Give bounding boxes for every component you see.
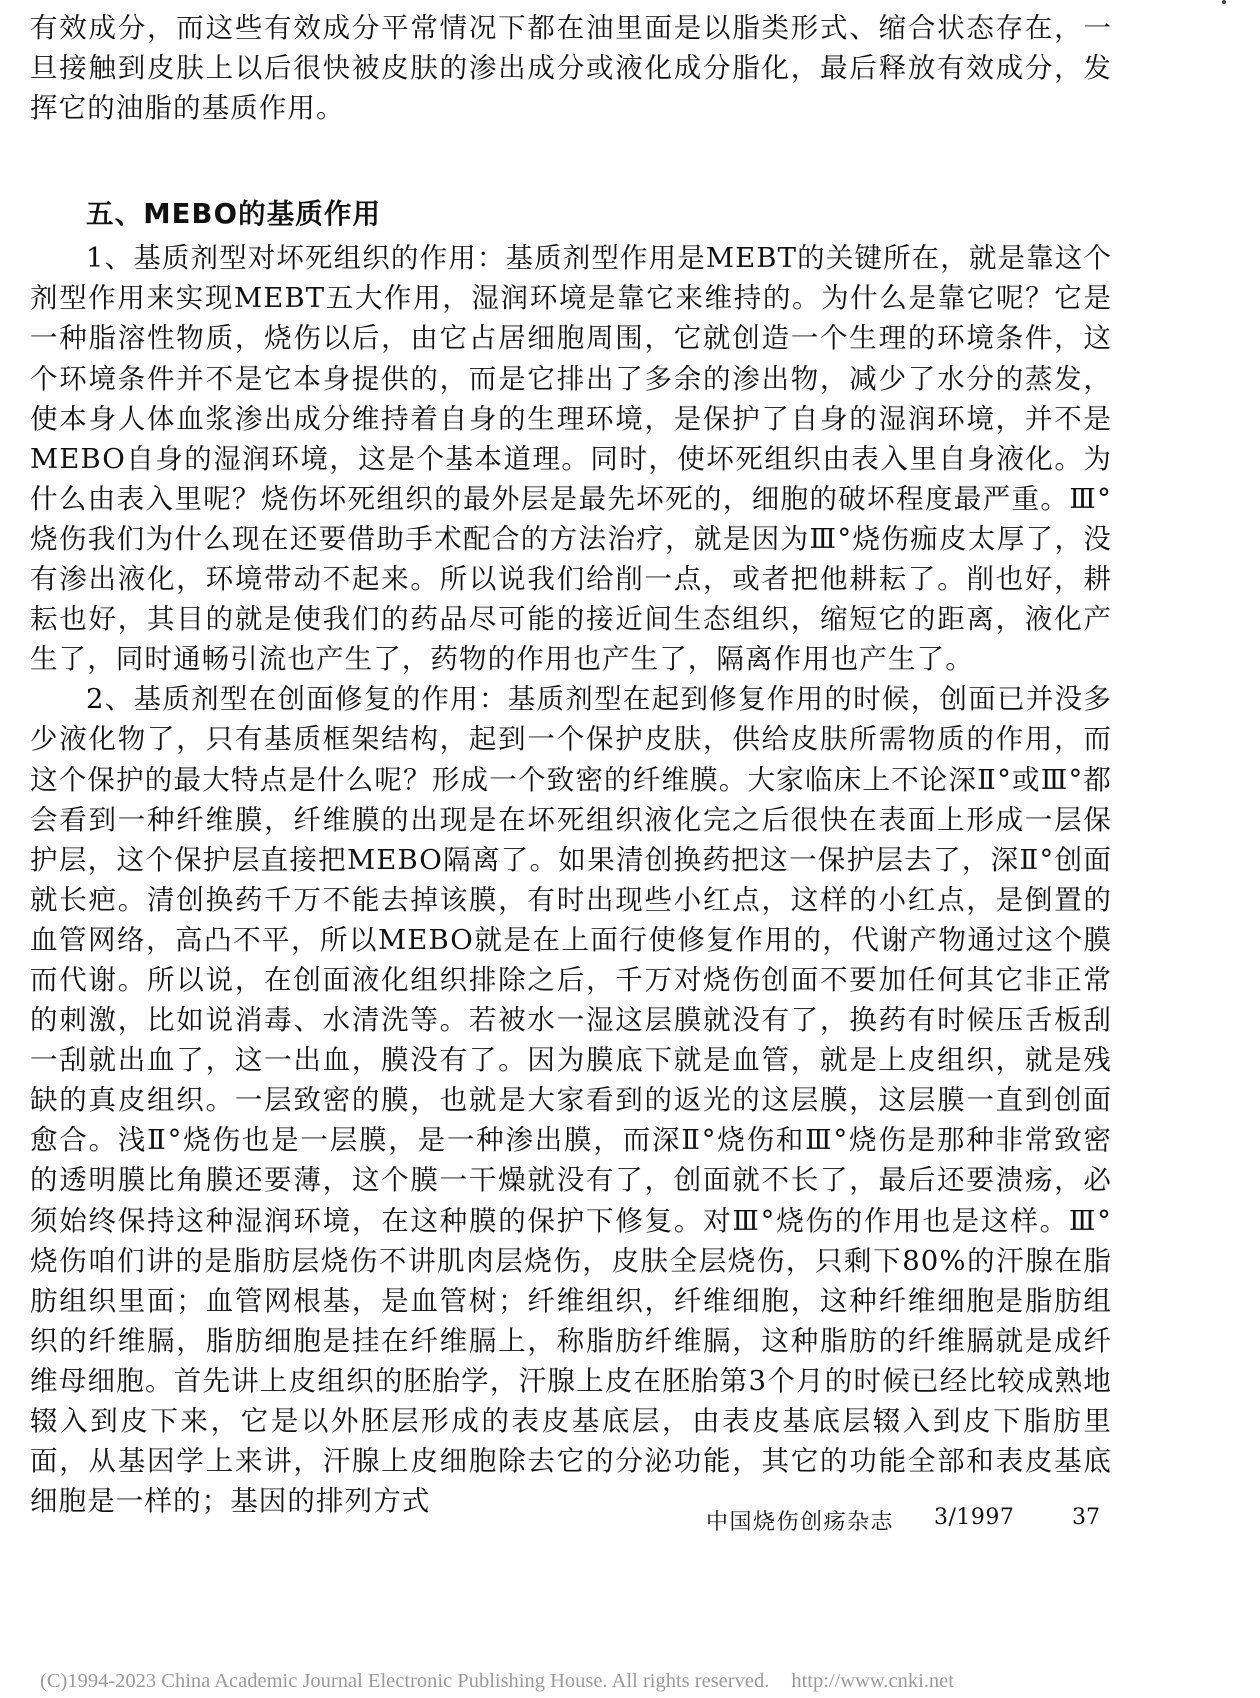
copyright-notice <box>40 1670 954 1693</box>
intro-paragraph: 有效成分，而这些有效成分平常情况下都在油里面是以脂类形式、缩合状态存在，一旦接触到皮肤上以后很快被皮肤的渗出成分或液化成分脂化，最后释放有效成分，发挥它的油脂的基质作用。 <box>30 12 1112 125</box>
journal-name: 中国烧伤创疡杂志 <box>706 1510 895 1535</box>
paragraph-1: 1、基质剂型对坏死组织的作用：基质剂型作用是MEBT的关键所在，就是靠这个剂型作用来实现MEBT五大作用，湿润环境是靠它来维持的。为什么是靠它呢？它是一种脂溶性物质，烧伤以后，由它占居细胞周围，它就创造一个生理的环境条件，这个环境条件并不是它本身提供的，而是它排出了多余的渗出物，减少了水分的蒸发，使本身人体血浆渗出成分维持着自身的生理环境，是保护了自身的湿润环境，并不是MEBO自身的湿润环境，这是个基本道理。同时，使坏死组织由表入里自身液化。为什么由表入里呢？烧伤坏死组织的最外层是最先坏死的，细胞的破坏程度最严重。Ⅲ°烧伤我们为什么现在还要借助手术配合的方法治疗，就是因为Ⅲ°烧伤痂皮太厚了，没有渗出液化，环境带动不起来。所以说我们给削一点，或者把他耕耘了。削也好，耕耘也好，其目的就是使我们的药品尽可能的接近间生态组织，缩短它的距离，液化产生了，同时通畅引流也产生了，药物的作用也产生了，隔离作用也产生了。 <box>30 242 1112 676</box>
section-gap <box>30 128 1112 168</box>
journal-issue: 3/1997 <box>934 1505 1015 1530</box>
copyright-text: (C)1994-2023 China Academic Journal Electronic Publishing House. All rights reserved. <box>40 1670 770 1692</box>
paragraph-2: 2、基质剂型在创面修复的作用：基质剂型在起到修复作用的时候，创面已并没多少液化物了，只有基质框架结构，起到一个保护皮肤，供给皮肤所需物质的作用，而这个保护的最大特点是什么呢？形成一个致密的纤维膜。大家临床上不论深Ⅱ°或Ⅲ°都会看到一种纤维膜，纤维膜的出现是在坏死组织液化完之后很快在表面上形成一层保护层，这个保护层直接把MEBO隔离了。如果清创换药把这一保护层去了，深Ⅱ°创面就长疤。清创换药千万不能去掉该膜，有时出现些小红点，这样的小红点，是倒置的血管网络，高凸不平，所以MEBO就是在上面行使修复作用的，代谢产物通过这个膜而代谢。所以说，在创面液化组织排除之后，千万对烧伤创面不要加任何其它非正常的刺激，比如说消毒、水清洗等。若被水一湿这层膜就没有了，换药有时候压舌板刮一刮就出血了，这一出血，膜没有了。因为膜底下就是血管，就是上皮组织，就是残缺的真皮组织。一层致密的膜，也就是大家看到的返光的这层膜，这层膜一直到创面愈合。浅Ⅱ°烧伤也是一层膜，是一种渗出膜，而深Ⅱ°烧伤和Ⅲ°烧伤是那种非常致密的透明膜比角膜还要薄，这个膜一干燥就没有了，创面就不长了，最后还要溃疡，必须始终保持这种湿润环境，在这种膜的保护下修复。对Ⅲ°烧伤的作用也是这样。Ⅲ°烧伤咱们讲的是脂肪层烧伤不讲肌肉层烧伤，皮肤全层烧伤，只剩下80%的汗腺在脂肪组织里面；血管网根基，是血管树；纤维组织，纤维细胞，这种纤维细胞是脂肪组织的纤维膈，脂肪细胞是挂在纤维膈上，称脂肪纤维膈，这种脂肪的纤维膈就是成纤维母细胞。首先讲上皮组织的胚胎学，汗腺上皮在胚胎第3个月的时候已经比较成熟地辍入到皮下来，它是以外胚层形成的表皮基底层，由表皮基底层辍入到皮下脂肪里面，从基因学上来讲，汗腺上皮细胞除去它的分泌功能，其它的功能全部和表皮基底细胞是一样的；基因的排列方式 <box>30 683 1112 1518</box>
corner-mark <box>1222 0 1226 4</box>
article-body <box>30 8 1112 1521</box>
copyright-url: http://www.cnki.net <box>791 1670 954 1692</box>
page-number: 37 <box>1072 1505 1100 1530</box>
section-heading: 五、MEBO的基质作用 <box>86 198 382 231</box>
